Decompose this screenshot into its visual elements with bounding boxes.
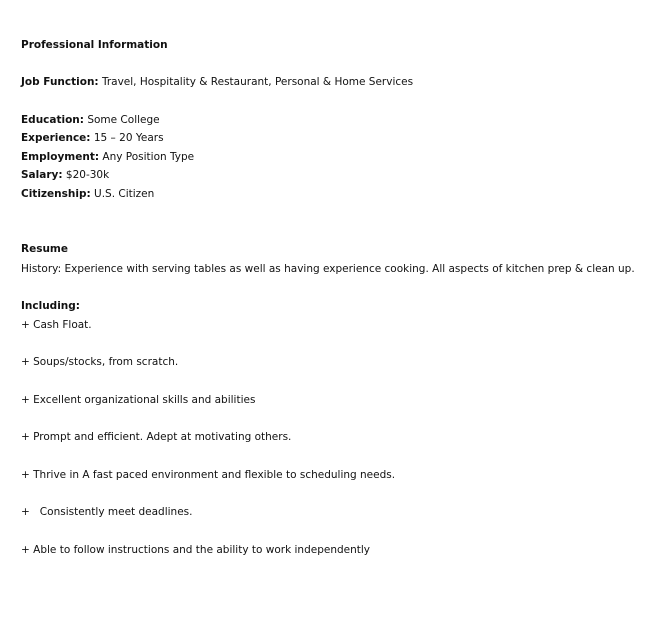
education-value: Some College: [83, 114, 160, 126]
resume-heading: Resume: [21, 243, 68, 255]
resume-history: History: Experience with serving tables as well as having experience cooking. All aspects of kitchen prep & clean up.: [21, 263, 635, 275]
citizenship-label: Citizenship:: [21, 188, 91, 200]
education-label: Education:: [21, 114, 84, 126]
resume-item-organizational: + Excellent organizational skills and abilities: [21, 394, 256, 406]
job-function-line: [21, 75, 413, 89]
citizenship-value: U.S. Citizen: [90, 188, 155, 200]
salary-line: [21, 168, 109, 182]
experience-value: 15 – 20 Years: [90, 132, 164, 144]
salary-label: Salary:: [21, 169, 63, 181]
resume-item-cash-float: + Cash Float.: [21, 319, 92, 331]
employment-value: Any Position Type: [99, 151, 195, 163]
employment-line: [21, 150, 194, 164]
experience-line: [21, 131, 164, 145]
resume-item-prompt: + Prompt and efficient. Adept at motivating others.: [21, 431, 292, 443]
job-function-value: Travel, Hospitality & Restaurant, Personal & Home Services: [98, 76, 414, 88]
education-line: [21, 113, 160, 127]
experience-label: Experience:: [21, 132, 91, 144]
resume-item-soups: + Soups/stocks, from scratch.: [21, 356, 179, 368]
job-function-label: Job Function:: [21, 76, 99, 88]
resume-item-thrive: + Thrive in A fast paced environment and flexible to scheduling needs.: [21, 469, 396, 481]
professional-heading: Professional Information: [21, 39, 168, 51]
citizenship-line: [21, 187, 154, 201]
resume-item-instructions: + Able to follow instructions and the ability to work independently: [21, 544, 371, 556]
employment-label: Employment:: [21, 151, 100, 163]
including-heading: Including:: [21, 300, 80, 312]
resume-item-deadlines: + Consistently meet deadlines.: [21, 506, 193, 518]
salary-value: $20-30k: [62, 169, 110, 181]
